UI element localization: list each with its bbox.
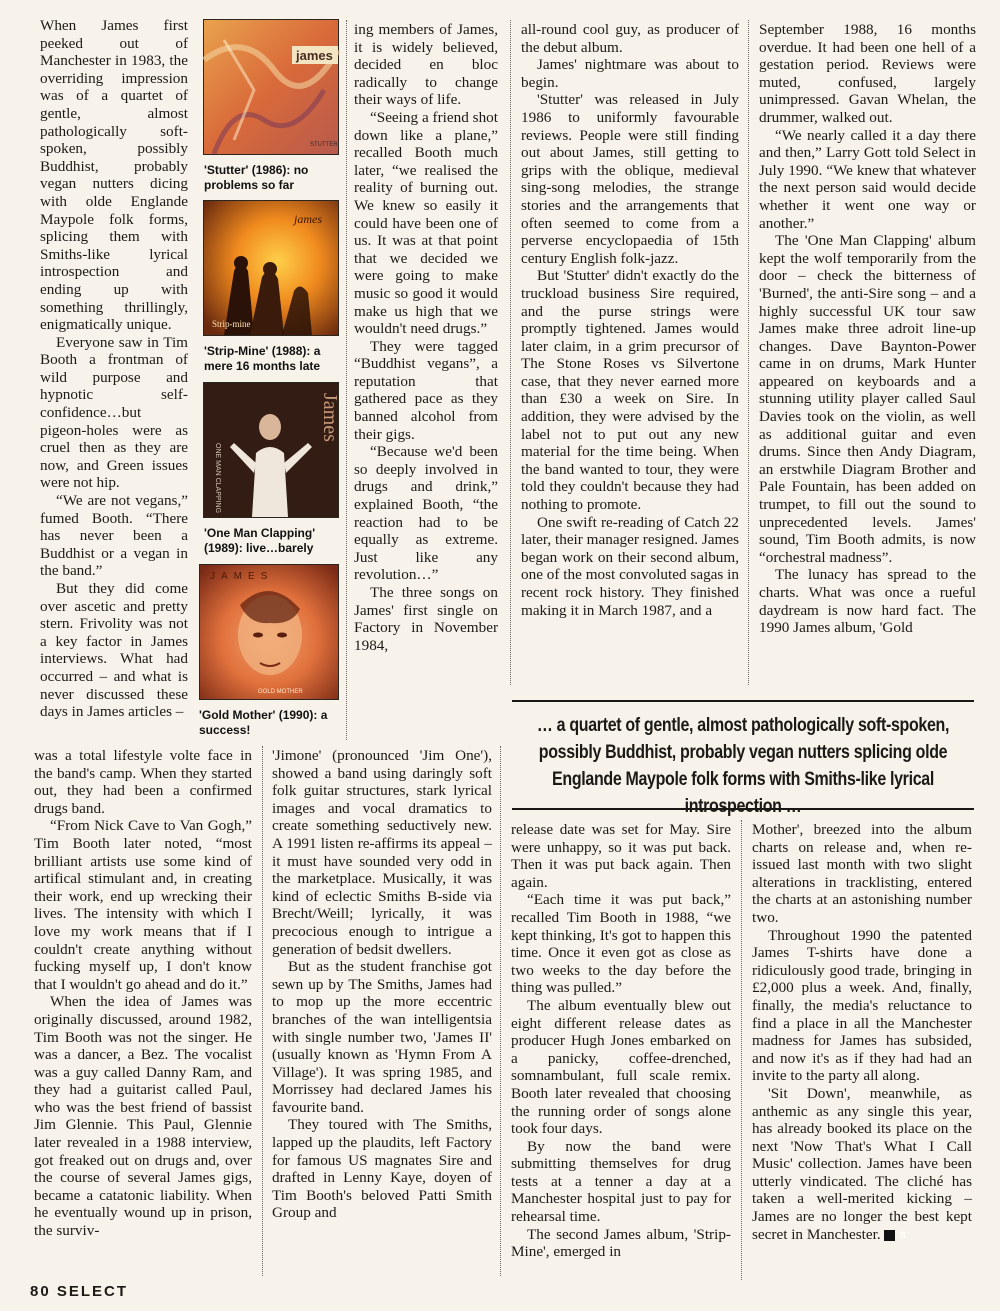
pull-quote bbox=[512, 700, 974, 817]
article-paragraph: But they did come over ascetic and pretty stern. Frivolity was not a key factor in James interviews. What had occurred – and what is never discussed these days in James articles – bbox=[40, 580, 188, 721]
cover-title-label: GOLD MOTHER bbox=[258, 689, 303, 695]
column-4-bottom bbox=[511, 821, 731, 1261]
caption-strip-mine: 'Strip-Mine' (1988): a mere 16 months late bbox=[204, 344, 321, 373]
caption-gold-mother: 'Gold Mother' (1990): a success! bbox=[199, 708, 328, 737]
article-paragraph: By now the band were submitting themselves for drug tests at a tenner a day at a Manchester hospital just to pay for rehearsal time. bbox=[511, 1137, 731, 1226]
article-paragraph: was a total lifestyle volte face in the band's camp. When they started out, they had been a confirmed drugs band. bbox=[34, 747, 252, 817]
cover-strip-mine bbox=[203, 200, 339, 336]
page-folio bbox=[30, 1283, 128, 1300]
article-paragraph: 'Jimone' (pronounced 'Jim One'), showed a band using daringly soft folk guitar structures, stark lyrical images and vocal dramatics to create something seductively new. A 1991 listen re-affirms its appeal – it must have sounded very odd in the marketplace. Musically, it was kind of eclectic Smiths B-side via Brecht/Weill; lyrically, it was precocious enough to intrigue a generation of bedsit dwellers. bbox=[272, 747, 492, 958]
column-rule bbox=[500, 746, 501, 1276]
column-3-top bbox=[354, 21, 498, 654]
page-number: 80 bbox=[30, 1283, 51, 1300]
cover-band-label: james bbox=[294, 212, 322, 226]
article-paragraph: “Each time it was put back,” recalled Tim Booth in 1988, “we kept thinking, It's got to happen this time. Once it even got as close as two weeks to the day before the thing was pulled.” bbox=[511, 891, 731, 997]
article-paragraph: The 'One Man Clapping' album kept the wolf temporarily from the door – check the bitterness of 'Burned', the anti-Sire song – and a highly successful UK tour saw James make three adroit line-up changes. Dave Baynton-Power came in on drums, Mark Hunter appeared on keyboards and a stunning utility player called Saul Davies took on the violin, as well as additional guitar and even drums. Since then Andy Diagram, an erstwhile Diagram Brother and Pale Fountain, has been added on trumpet, to fill out the sound to unprecedented levels. James' sound, Tim Booth admits, is now “orchestral madness”. bbox=[759, 232, 976, 566]
article-paragraph: The album eventually blew out eight different release dates as producer Hugh Jones embarked on a panicky, coffee-drenched, somnambulant, full scale remix. Booth later revealed that choosing the running order of songs alone took four days. bbox=[511, 996, 731, 1138]
column-rule bbox=[741, 820, 742, 1280]
article-paragraph: But as the student franchise got sewn up by The Smiths, James had to mop up the more eccentric branches of the wan intelligentsia with single number two, 'James II' (usually known as 'Hymn From A Village'). It was spring 1985, and Morrissey had declared James his favourite band. bbox=[272, 958, 492, 1116]
caption-stutter: 'Stutter' (1986): no problems so far bbox=[204, 163, 309, 192]
cover-band-label: james bbox=[296, 48, 333, 63]
article-paragraph: all-round cool guy, as producer of the debut album. bbox=[521, 21, 739, 56]
article-paragraph: The second James album, 'Strip-Mine', emerged in bbox=[511, 1225, 731, 1261]
article-paragraph: But 'Stutter' didn't exactly do the truckload business Sire required, and the purse strings were promptly tightened. James would later claim, in a grim precursor of The Stone Roses vs Silvertone case, that they never earned more than £30 a week on Sire. In addition, they were advised by the label not to put out any new material for the time being. When the band wanted to tour, they were told they couldn't because they had nothing to promote. bbox=[521, 267, 739, 514]
article-paragraph: “Seeing a friend shot down like a plane,” recalled Booth much later, “we realised the reality of burning out. We knew so easily it could have been one of us. It was at that point that we decided we were going to make music so good it would make us high that we wouldn't need drugs.” bbox=[354, 108, 498, 338]
article-paragraph: Mother', breezed into the album charts on release and, when re-issued last month with two slight alterations in tracklisting, entered the charts at an astonishing number two. bbox=[752, 821, 972, 926]
cover-title-label: STUTTER bbox=[310, 142, 338, 148]
article-paragraph: The lunacy has spread to the charts. What was once a rueful daydream is now hard fact. The 1990 James album, 'Gold bbox=[759, 566, 976, 637]
article-paragraph: James' nightmare was about to begin. bbox=[521, 56, 739, 91]
article-paragraph: “We nearly called it a day there and then,” Larry Gott told Select in July 1990. “We knew that whatever the next person said would decide whether it went one way or another.” bbox=[759, 126, 976, 232]
article-paragraph: When James first peeked out of Manchester in 1983, the overriding impression was of a quartet of gentle, almost pathologically soft-spoken, possibly Buddhist, probably vegan nutters dicing with olde Englande Maypole folk forms, splicing them with Smiths-like lyrical introspection and ending up with something thrillingly, enigmatically unique. bbox=[40, 17, 188, 334]
article-paragraph: ing members of James, it is widely believed, decided en bloc radically to change their ways of life. bbox=[354, 21, 498, 109]
article-paragraph: When the idea of James was originally discussed, around 1982, Tim Booth was not the singer. He was a dancer, a Bez. The vocalist was a guy called Danny Ram, and they had a guitarist called Paul, who was the best friend of bassist Jim Glennie. This Paul, Glennie later revealed in a 1988 interview, got freaked out on drugs and, over the course of several James gigs, became a catatonic liability. When he eventually wound up in prison, the surviv- bbox=[34, 993, 252, 1240]
column-rule bbox=[748, 20, 749, 685]
magazine-name: SELECT bbox=[56, 1283, 129, 1300]
cover-band-label: James bbox=[319, 393, 341, 442]
article-paragraph: “From Nick Cave to Van Gogh,” Tim Booth later noted, “most brilliant artists use some kind of artifical stimulant and, in creating their work, end up wrecking their lives. The intensity with which I love my work means that if I couldn't create anything without fucking myself up, I don't know that I wouldn't go ahead and do it.” bbox=[34, 817, 252, 993]
cover-title-label: ONE MAN CLAPPING bbox=[214, 443, 221, 514]
article-paragraph: Everyone saw in Tim Booth a frontman of wild purpose and hypnotic self-confidence…but pigeon-holes were as cruel then as they are now, and Green issues were not hip. bbox=[40, 333, 188, 492]
caption-one-man-clapping: 'One Man Clapping' (1989): live…barely bbox=[204, 526, 316, 555]
column-5-bottom bbox=[752, 821, 972, 1243]
column-1-top bbox=[40, 17, 188, 721]
article-paragraph: Throughout 1990 the patented James T-shirts have done a ridiculously good trade, bringing in £2,000 plus a week. And, finally, finally, the media's reluctance to find a place in all the Manchester madness for James has subsided, and now it's as if they had had an invite to the party all along. bbox=[752, 926, 972, 1085]
column-rule bbox=[346, 20, 347, 740]
article-paragraph: 'Sit Down', meanwhile, as anthemic as any single this year, has already booked its place on the next 'Now That's What I Call Music' collection. James have been utterly vindicated. The cliché has taken a well-merited kicking – James are no longer the best kept secret in Manchester. S bbox=[752, 1084, 972, 1243]
article-paragraph: “Because we'd been so deeply involved in drugs and drink,” explained Booth, “the reaction had to be equally as extreme. Just like any revolution…” bbox=[354, 443, 498, 584]
cover-stutter bbox=[203, 19, 339, 155]
column-1-bottom bbox=[34, 747, 252, 1240]
article-paragraph: “We are not vegans,” fumed Booth. “There has never been a Buddhist or a vegan in the band.” bbox=[40, 492, 188, 580]
article-paragraph: The three songs on James' first single on Factory in November 1984, bbox=[354, 584, 498, 654]
pull-quote-text: … a quartet of gentle, almost pathologically soft-spoken, possibly Buddhist, probably vegan nutters splicing olde Englande Maypole folk forms with Smiths-like lyrical introspection … bbox=[536, 714, 950, 817]
cover-title-label: Strip-mine bbox=[212, 319, 251, 329]
article-paragraph: They were tagged “Buddhist vegans”, a reputation that gathered pace as they banned alcohol from their gigs. bbox=[354, 337, 498, 443]
article-paragraph: They toured with The Smiths, lapped up the plaudits, left Factory for famous US magnates Sire and drafted in Lenny Kaye, doyen of Tim Booth's beloved Patti Smith Group and bbox=[272, 1116, 492, 1222]
cover-one-man-clapping bbox=[203, 382, 339, 518]
column-4-top bbox=[521, 21, 739, 619]
article-paragraph: September 1988, 16 months overdue. It had been one hell of a gestation period. Reviews were muted, confused, largely unimpressed. Gavan Whelan, the drummer, walked out. bbox=[759, 21, 976, 126]
article-paragraph: 'Stutter' was released in July 1986 to uniformly favourable reviews. People were still finding out about James, still getting to grips with the oblique, medieval sing-song melodies, the strange stories and the arrangements that often seemed to come from a perverse encyclopaedia of 15th century English folk-jazz. bbox=[521, 91, 739, 267]
end-mark-icon: S bbox=[884, 1230, 895, 1241]
cover-band-label: JAMES bbox=[210, 571, 274, 582]
column-rule bbox=[262, 746, 263, 1276]
column-3-bottom bbox=[272, 747, 492, 1222]
article-paragraph: One swift re-reading of Catch 22 later, their manager resigned. James began work on their second album, one of the most convoluted sagas in recent rock history. They finished making it in March 1987, and a bbox=[521, 513, 739, 619]
column-rule bbox=[510, 20, 511, 685]
cover-gold-mother bbox=[199, 564, 339, 700]
column-5-top bbox=[759, 21, 976, 637]
article-paragraph: release date was set for May. Sire were unhappy, so it was put back. Then it was put back again. Then again. bbox=[511, 821, 731, 891]
